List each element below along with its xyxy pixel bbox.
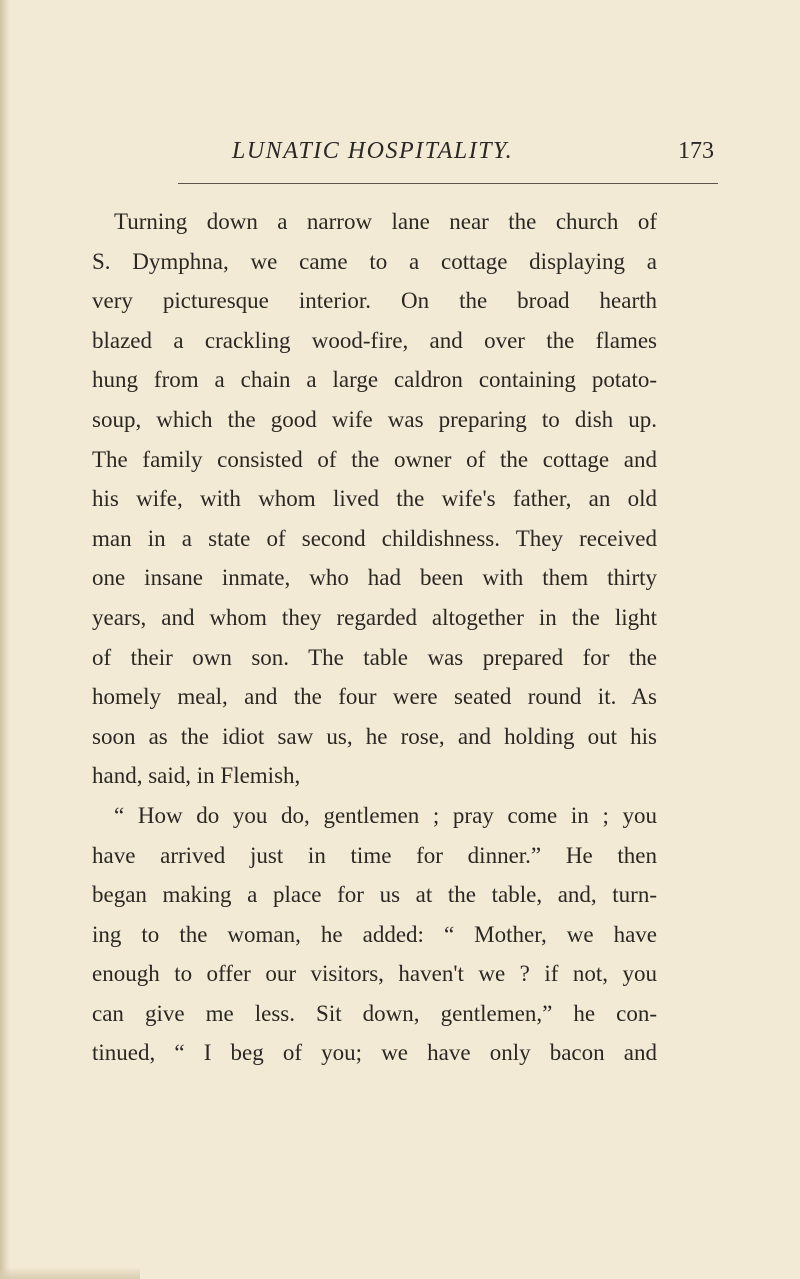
text-line: homely meal, and the four were seated round it. As [92, 684, 657, 710]
text-line: man in a state of second childishness. They received [92, 525, 657, 551]
text-line: hand, said, in Flemish, [92, 763, 301, 789]
page-binding-edge [0, 0, 10, 1279]
text-line: The family consisted of the owner of the cottage and [92, 446, 657, 472]
text-line: S. Dymphna, we came to a cottage displaying a [92, 248, 657, 274]
body-text [92, 202, 657, 1073]
header-rule [178, 183, 718, 184]
page-number: 173 [678, 138, 714, 164]
text-line: blazed a crackling wood-fire, and over the flames [92, 327, 657, 353]
text-line: soup, which the good wife was preparing to dish up. [92, 406, 657, 432]
text-line: one insane inmate, who had been with them thirty [92, 565, 657, 591]
page-corner-shadow [0, 1267, 140, 1279]
text-line: began making a place for us at the table, and, turn- [92, 882, 657, 908]
text-line: soon as the idiot saw us, he rose, and holding out his [92, 723, 657, 749]
text-line: hung from a chain a large caldron containing potato- [92, 367, 657, 393]
text-line: ing to the woman, he added: “ Mother, we have [92, 921, 657, 947]
text-line: enough to offer our visitors, haven't we ? if not, you [92, 961, 657, 987]
text-line: years, and whom they regarded altogether in the light [92, 604, 657, 630]
text-line: of their own son. The table was prepared for the [92, 644, 657, 670]
text-line: his wife, with whom lived the wife's father, an old [92, 486, 657, 512]
running-head [178, 138, 718, 178]
text-line: tinued, “ I beg of you; we have only bacon and [92, 1040, 657, 1066]
text-line: can give me less. Sit down, gentlemen,” he con- [92, 1000, 657, 1026]
text-line: “ How do you do, gentlemen ; pray come in ; you [114, 802, 657, 828]
text-line: Turning down a narrow lane near the church of [114, 209, 657, 234]
text-line: have arrived just in time for dinner.” He then [92, 842, 657, 868]
running-head-title: LUNATIC HOSPITALITY. [232, 138, 514, 164]
text-line: very picturesque interior. On the broad hearth [92, 288, 657, 314]
